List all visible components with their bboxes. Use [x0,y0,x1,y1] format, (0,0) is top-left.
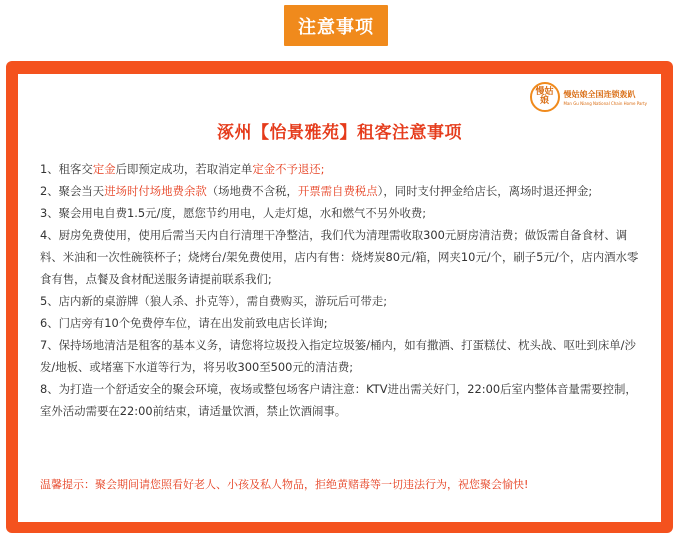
rule-item [40,202,646,224]
rule-item [40,334,646,378]
rule-text: 6、门店旁有10个免费停车位，请在出发前致电店长详询; [40,316,328,330]
rule-text: （场地费不含税， [206,184,298,198]
header-tag: 注意事项 [284,5,388,46]
rule-item [40,180,646,202]
rule-highlight-text: 进场时付场地费余款 [104,184,207,198]
rule-item [40,224,646,290]
brand-logo [530,82,648,112]
rule-text: 5、店内新的桌游牌（狼人杀、扑克等），需自费购买，游玩后可带走; [40,294,388,308]
rule-text: 1、租客交 [40,162,93,176]
brand-logo-mark: 慢姑娘 [530,82,560,112]
rule-item [40,158,646,180]
rule-highlight-text: 定金 [92,162,116,176]
rule-text: 7、保持场地清洁是租客的基本义务，请您将垃圾投入指定垃圾篓/桶内，如有撒酒、打蛋糕仗、枕头战、呕吐到床单/沙发/地板、或堵塞下水道等行为，将另收300至500元的清洁费; [40,338,636,374]
rule-item [40,378,646,422]
rule-text: 3、聚会用电自费1.5元/度，愿您节约用电，人走灯熄，水和燃气不另外收费; [40,206,427,220]
notice-card [18,74,661,522]
rule-highlight-text: 定金不予退还; [252,162,325,176]
rule-highlight-text: 开票需自费税点 [297,184,378,198]
warm-tip: 温馨提示：聚会期间请您照看好老人、小孩及私人物品，拒绝黄赌毒等一切违法行为，祝您聚会愉快! [40,478,529,491]
rule-item [40,290,646,312]
page-title: 涿州【怡景雅苑】租客注意事项 [217,123,462,143]
brand-logo-cn: 慢姑娘全国连锁轰趴 [563,89,636,99]
rule-text: 4、厨房免费使用，使用后需当天内自行清理干净整洁，我们代为清理需收取300元厨房清洁费；做饭需自备食材、调料、米油和一次性碗筷杯子；烧烤台/架免费使用，店内有售：烧烤炭80元/箱，网夹10元/个，刷子5元/个，店内酒水零食有售，点餐及食材配送服务请提前联系我们; [40,228,639,286]
rule-item [40,312,646,334]
rule-text: ），同时支付押金给店长，离场时退还押金; [377,184,593,198]
rule-text: 后即预定成功，若取消定单 [115,162,253,176]
rules-list [40,158,646,422]
brand-logo-en: Man Gu Niang National Chain Home Party [563,100,647,106]
rule-text: 8、为打造一个舒适安全的聚会环境，夜场或整包场客户请注意：KTV进出需关好门，22:00后室内整体音量需要控制，室外活动需要在22:00前结束，请适量饮酒，禁止饮酒闹事。 [40,382,637,418]
rule-text: 2、聚会当天 [40,184,105,198]
brand-logo-text [564,89,648,106]
